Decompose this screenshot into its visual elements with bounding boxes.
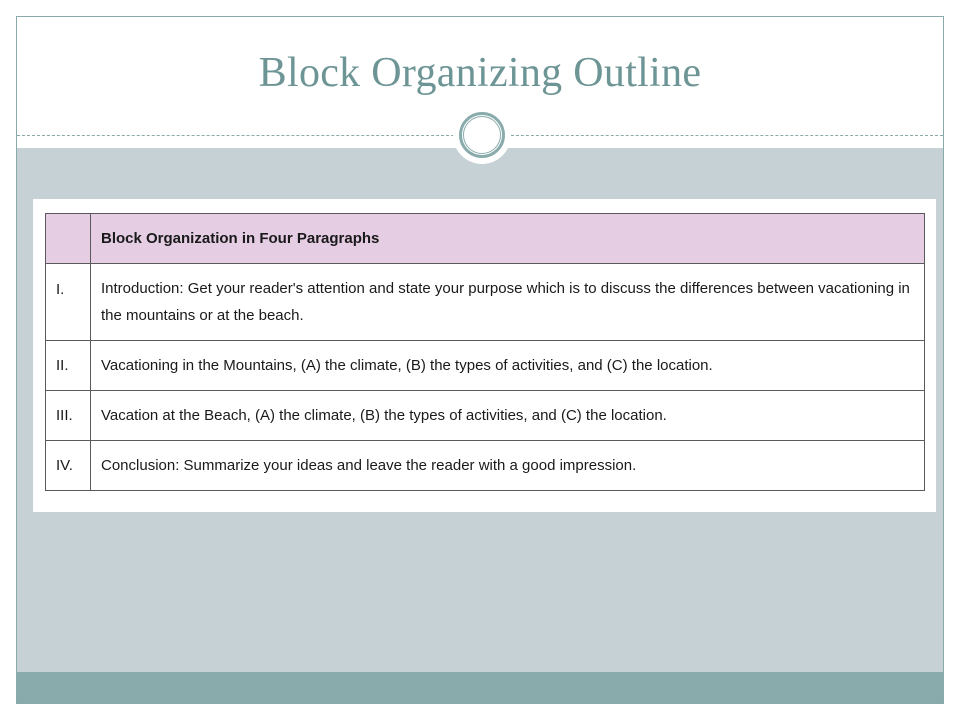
row-text: Introduction: Get your reader's attention and state your purpose which is to discuss the differences between vacationing in the mountains or at the beach. [91,264,925,341]
ornament-inner-ring [463,116,501,154]
row-number: III. [46,391,91,441]
table-row [46,264,925,341]
row-number: IV. [46,441,91,491]
row-number: I. [46,264,91,341]
row-text: Conclusion: Summarize your ideas and leave the reader with a good impression. [91,441,925,491]
header-title-cell: Block Organization in Four Paragraphs [91,214,925,264]
table-header-row [46,214,925,264]
table-row [46,341,925,391]
header-number-cell [46,214,91,264]
footer-bar [17,672,943,704]
table-row [46,441,925,491]
outline-table-panel [33,199,936,512]
circle-ornament-icon [453,106,511,164]
row-number: II. [46,341,91,391]
table-row [46,391,925,441]
row-text: Vacation at the Beach, (A) the climate, (B) the types of activities, and (C) the location. [91,391,925,441]
slide-title: Block Organizing Outline [258,50,702,96]
row-text: Vacationing in the Mountains, (A) the climate, (B) the types of activities, and (C) the location. [91,341,925,391]
outline-table [45,213,925,491]
